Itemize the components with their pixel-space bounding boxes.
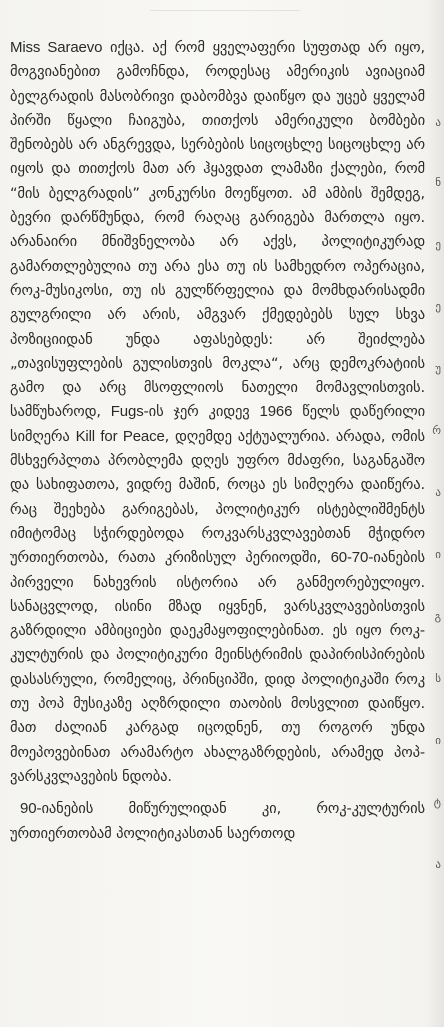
edge-letter: ე: [435, 238, 441, 251]
paragraph-2: [10, 797, 425, 846]
paragraph-text: წელს დაწერილი სიმღერა: [10, 403, 425, 445]
paragraph-text: -იანების პირველი ნახევრის ისტორია არ განმეორებულიყო. სანაცვლოდ, ისინი მზად იყვნენ, ვარსკვლავებისთვის გაზრდილი ამბიციები დაეკმაყოფილებინათ. ეს იყო როკ-კულტურის და პოლიტიკური მეინსტრიმის დაპირისპირების დასასრული, რომელიც, პრინციპში, დიდ პოლიტიკაში როკ თუ პოპ მუსიკაზე აღზრდილი თაობის მოსვლით დაიწყო. მათ ძალიან კარგად იცოდნენ, თუ როგორ უნდა მოეპოვებინათ არამარტო ახალგაზრდების, არამედ პოპ-ვარსკვლავების ნდობა.: [10, 549, 425, 785]
paragraph-1: [10, 36, 425, 789]
page-top-edge: [150, 0, 300, 11]
edge-letter: ა: [435, 486, 441, 499]
lead-title-latin: Miss Saraevo: [10, 39, 103, 56]
edge-letter: ს: [435, 672, 441, 685]
edge-letter: ე: [435, 300, 441, 313]
paragraph-text: -ის ჯერ კიდევ: [143, 403, 260, 421]
edge-letter: ი: [435, 734, 441, 747]
edge-letter: ა: [435, 858, 441, 871]
edge-letter: რ: [432, 424, 441, 437]
paragraph-text: , დღემდე აქტუალურია. არადა, ომის მსხვერპლთა პრობლემა დღეს უფრო მძაფრი, საგანგაშო და სახიფათოა, ვიდრე მაშინ, როცა ეს სიმღერა დაიწერა. რაც შეეხება გარიგებას, პოლიტიკურ ისტებლიშმენტს იმიტომაც სჭირდებოდა როკვარსკვლავებთან მჭიდრო ურთიერთობა, რათა კრიზისულ პერიოდში,: [10, 427, 425, 567]
edge-letter: ნ: [435, 176, 441, 189]
decade-number: 90: [20, 800, 37, 818]
edge-letter: გ: [434, 610, 441, 623]
band-name-latin: Fugs: [110, 403, 144, 421]
edge-letter: ი: [435, 548, 441, 561]
edge-letter: ა: [435, 116, 441, 129]
song-title-latin: Kill for Peace: [75, 427, 165, 445]
edge-letter: ტ: [433, 796, 441, 809]
decades-number: 60-70: [330, 549, 369, 567]
paragraph-text: იქცა. აქ რომ ყველაფერი სუფთად არ იყო, მოგვიანებით გამოჩნდა, როდესაც ამერიკის ავიაციამ ბელგრადის მასობრივი დაბომბვა დაიწყო და უცებ ყველამ პირში წყალი ჩაიგუბა, თითქოს ამერიკული ბომბები შენობებს არ ანგრევდა, სერბების სიცოცხლე სიცოცხლე არ იყოს და თითქოს მათ არ ჰყავდათ ლამაზი ქალები, რომ “მის ბელგრადის” კონკურსი მოეწყოთ. ამ ამბის შემდეგ, ბევრი დარწმუნდა, რომ რაღაც გარიგება მართლა იყო. არანაირი მნიშვნელობა არ აქვს, პოლიტიკურად გამართლებულია თუ არა ესა თუ ის სამხედრო ოპერაცია, როკ-მუსიკოსი, თუ ის გულწრფელია და მომხდარისადმი გულგრილი არ არის, ამგვარ ქმედებებს სულ სხვა პოზიციიდან უნდა აფასებდეს: არ შეიძლება „თავისუფლების გულისთვის მოკლა“, არც დემოკრატიის გამო და არც მსოფლიოს ნათელი მომავლისთვის. სამწუხაროდ,: [10, 39, 425, 421]
text-column: [10, 36, 425, 846]
edge-letter: უ: [435, 362, 441, 375]
paragraph-text: -იანების მიწურულიდან კი, როკ-კულტურის ურთიერთობამ პოლიტიკასთან საერთოდ: [10, 800, 425, 842]
year-number: 1966: [259, 403, 293, 421]
page-binding-edge: [426, 0, 444, 1027]
